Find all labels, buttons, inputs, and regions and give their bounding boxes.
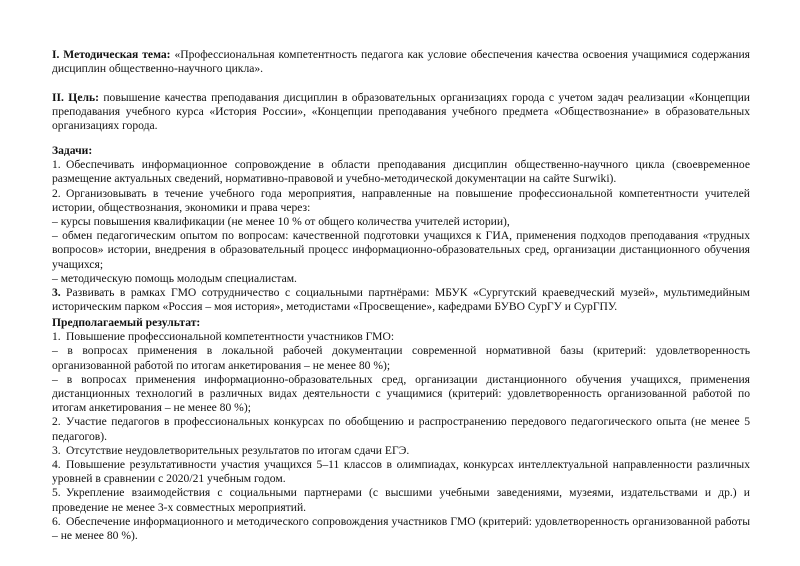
item-text: – обмен педагогическим опытом по вопросам: качественной подготовки учащихся к ГИА, применения подходов преподавания «трудных вопросов» истории, внедрения в образовательный процесс информационно-образовательных сред, организации дистанционного обучения учащихся; xyxy=(52,229,750,271)
list-item xyxy=(52,272,750,286)
item-number: 2. xyxy=(52,186,61,200)
item-number: 1. xyxy=(52,330,61,344)
goal-label: II. Цель: xyxy=(52,91,99,104)
list-item xyxy=(52,415,750,443)
list-item xyxy=(52,330,750,344)
item-number: 5. xyxy=(52,486,61,500)
item-text: – в вопросах применения в локальной рабочей документации современной нормативной базы (критерий: удовлетворенность организованной работой по итогам анкетирования – не менее 80 %); xyxy=(52,344,750,372)
tasks-heading: Задачи: xyxy=(52,144,93,157)
item-text: Участие педагогов в профессиональных конкурсах по обобщению и распространению передового педагогического опыта (не менее 5 педагогов). xyxy=(52,415,750,443)
list-item xyxy=(52,486,750,514)
item-text: Укрепление взаимодействия с социальными партнерами (с высшими учебными заведениями, музеями, издательствами и др.) и проведение не менее 3-х совместных мероприятий. xyxy=(52,486,750,514)
tasks-list xyxy=(52,158,750,314)
item-number: 3. xyxy=(52,286,61,300)
list-item xyxy=(52,344,750,372)
item-text: Организовывать в течение учебного года мероприятия, направленные на повышение профессиональной компетентности учителей истории, обществознания, экономики и права через: xyxy=(52,186,750,214)
list-item xyxy=(52,515,750,543)
item-number: 2. xyxy=(52,415,61,429)
item-text: Обеспечение информационного и методического сопровождения участников ГМО (критерий: удовлетворенность организованной работы – не менее 80 %). xyxy=(52,514,750,543)
item-number: 6. xyxy=(52,514,61,528)
list-item xyxy=(52,286,750,314)
item-text: – курсы повышения квалификации (не менее 10 % от общего количества учителей истории), xyxy=(52,215,510,229)
list-item xyxy=(52,229,750,272)
list-item xyxy=(52,187,750,215)
results-heading: Предполагаемый результат: xyxy=(52,316,201,329)
item-text: Обеспечивать информационное сопровождение в области преподавания дисциплин общественно-научного цикла (своевременное размещение актуальных сведений, нормативно-правовой и учебно-методической документации на сайте Surwiki). xyxy=(52,158,750,186)
results-list xyxy=(52,330,750,543)
item-text: Развивать в рамках ГМО сотрудничество с социальными партнёрами: МБУК «Сургутский краеведческий музей», мультимедийным историческим парком «Россия – моя история», методистами «Просвещение», кафедрами БУВО СурГУ и СурГПУ. xyxy=(52,286,750,314)
list-item xyxy=(52,458,750,486)
theme-text: «Профессиональная компетентность педагога как условие обеспечения качества освоения учащимися содержания дисциплин общественно-научного цикла». xyxy=(52,48,750,76)
list-item xyxy=(52,444,750,458)
item-text: Повышение профессиональной компетентности участников ГМО: xyxy=(66,330,395,344)
goal xyxy=(52,91,750,134)
item-text: – в вопросах применения информационно-образовательных сред, организации дистанционного обучения учащихся, применения дистанционных технологий в различных видах деятельности с учащимися (критерий: удовлетворенность организованной работой по итогам анкетирования – не менее 80 %); xyxy=(52,372,750,415)
list-item xyxy=(52,373,750,416)
item-text: Отсутствие неудовлетворительных результатов по итогам сдачи ЕГЭ. xyxy=(66,443,410,457)
results-section xyxy=(52,316,750,543)
theme-label: I. Методическая тема: xyxy=(52,48,171,61)
item-number: 1. xyxy=(52,158,61,172)
list-item xyxy=(52,158,750,186)
methodical-theme xyxy=(52,48,750,76)
item-number: 3. xyxy=(52,443,61,457)
list-item xyxy=(52,215,750,229)
item-text: Повышение результативности участия учащихся 5–11 классов в олимпиадах, конкурсах интеллектуальной направленности различных уровней в сравнении с 2020/21 учебным годом. xyxy=(52,458,750,486)
item-number: 4. xyxy=(52,458,61,472)
tasks-section xyxy=(52,144,750,314)
item-text: – методическую помощь молодым специалистам. xyxy=(52,271,297,285)
goal-text: повышение качества преподавания дисциплин в образовательных организациях города с учетом задач реализации «Концепции преподавания учебного курса «История России», «Концепции преподавания учебного предмета «Обществознание» в образовательных организациях города. xyxy=(52,91,750,133)
